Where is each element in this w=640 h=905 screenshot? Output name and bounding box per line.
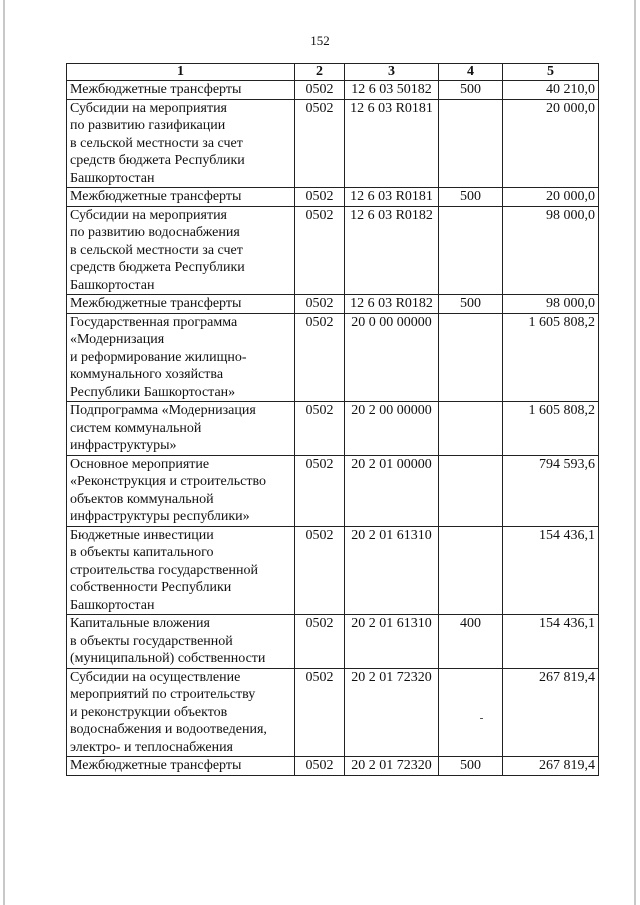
row-amount-cell: 154 436,1 (503, 526, 599, 615)
row-name-cell: Субсидии на мероприятия по развитию газификации в сельской местности за счет средств бюджета Республики Башкортостан (67, 99, 295, 188)
column-header-type: 4 (439, 64, 503, 81)
row-amount-cell: 40 210,0 (503, 81, 599, 100)
row-type-cell (439, 313, 503, 402)
row-name-cell: Подпрограмма «Модернизация систем коммунальной инфраструктуры» (67, 402, 295, 456)
row-amount-cell: 98 000,0 (503, 206, 599, 295)
row-amount-cell: 267 819,4 (503, 757, 599, 776)
row-type-cell (439, 526, 503, 615)
row-type-cell (439, 99, 503, 188)
row-name-cell: Межбюджетные трансферты (67, 295, 295, 314)
row-amount-cell: 20 000,0 (503, 99, 599, 188)
table-header-row (67, 64, 599, 81)
row-type-cell: 500 (439, 295, 503, 314)
row-amount-cell: 1 605 808,2 (503, 313, 599, 402)
row-section-cell: 0502 (295, 99, 345, 188)
table-row (67, 668, 599, 757)
table-row (67, 455, 599, 526)
row-type-cell (439, 206, 503, 295)
table-row (67, 615, 599, 669)
row-code-cell: 20 2 01 72320 (345, 668, 439, 757)
row-name-cell: Основное мероприятие «Реконструкция и строительство объектов коммунальной инфраструктуры республики» (67, 455, 295, 526)
row-code-cell: 12 6 03 50182 (345, 81, 439, 100)
table-row (67, 188, 599, 207)
row-type-cell (439, 455, 503, 526)
row-code-cell: 20 2 01 00000 (345, 455, 439, 526)
row-code-cell: 12 6 03 R0181 (345, 188, 439, 207)
row-amount-cell: 267 819,4 (503, 668, 599, 757)
page-edge-left (3, 0, 5, 905)
table-row (67, 99, 599, 188)
row-name-cell: Бюджетные инвестиции в объекты капитального строительства государственной собственности Республики Башкортостан (67, 526, 295, 615)
row-name-cell: Субсидии на осуществление мероприятий по строительству и реконструкции объектов водоснабжения и водоотведения, электро- и теплоснабжения (67, 668, 295, 757)
table-row (67, 295, 599, 314)
page-edge-right (634, 0, 636, 905)
row-code-cell: 20 2 00 00000 (345, 402, 439, 456)
row-name-cell: Межбюджетные трансферты (67, 81, 295, 100)
row-name-cell: Капитальные вложения в объекты государственной (муниципальной) собственности (67, 615, 295, 669)
row-code-cell: 12 6 03 R0182 (345, 295, 439, 314)
scan-speck (480, 718, 483, 719)
row-name-cell: Межбюджетные трансферты (67, 757, 295, 776)
row-section-cell: 0502 (295, 81, 345, 100)
row-section-cell: 0502 (295, 295, 345, 314)
row-code-cell: 20 2 01 61310 (345, 526, 439, 615)
row-name-cell: Государственная программа «Модернизация и реформирование жилищно- коммунального хозяйства Республики Башкортостан» (67, 313, 295, 402)
row-section-cell: 0502 (295, 206, 345, 295)
row-code-cell: 20 2 01 72320 (345, 757, 439, 776)
row-amount-cell: 98 000,0 (503, 295, 599, 314)
row-amount-cell: 1 605 808,2 (503, 402, 599, 456)
row-amount-cell: 794 593,6 (503, 455, 599, 526)
budget-table (66, 63, 599, 776)
row-section-cell: 0502 (295, 615, 345, 669)
row-name-cell: Субсидии на мероприятия по развитию водоснабжения в сельской местности за счет средств бюджета Республики Башкортостан (67, 206, 295, 295)
table-row (67, 206, 599, 295)
row-section-cell: 0502 (295, 455, 345, 526)
row-section-cell: 0502 (295, 526, 345, 615)
row-section-cell: 0502 (295, 188, 345, 207)
column-header-code: 3 (345, 64, 439, 81)
row-type-cell: 500 (439, 188, 503, 207)
row-amount-cell: 20 000,0 (503, 188, 599, 207)
row-amount-cell: 154 436,1 (503, 615, 599, 669)
table-row (67, 81, 599, 100)
row-section-cell: 0502 (295, 313, 345, 402)
row-name-cell: Межбюджетные трансферты (67, 188, 295, 207)
row-type-cell: 400 (439, 615, 503, 669)
table-row (67, 402, 599, 456)
row-type-cell: 500 (439, 757, 503, 776)
row-section-cell: 0502 (295, 668, 345, 757)
row-code-cell: 12 6 03 R0181 (345, 99, 439, 188)
column-header-amount: 5 (503, 64, 599, 81)
table-row (67, 313, 599, 402)
row-section-cell: 0502 (295, 402, 345, 456)
row-type-cell (439, 402, 503, 456)
page-number: 152 (310, 33, 330, 48)
row-code-cell: 20 0 00 00000 (345, 313, 439, 402)
row-code-cell: 12 6 03 R0182 (345, 206, 439, 295)
table-row (67, 526, 599, 615)
row-section-cell: 0502 (295, 757, 345, 776)
column-header-name: 1 (67, 64, 295, 81)
table-row (67, 757, 599, 776)
row-type-cell (439, 668, 503, 757)
row-code-cell: 20 2 01 61310 (345, 615, 439, 669)
row-type-cell: 500 (439, 81, 503, 100)
table-body (67, 81, 599, 776)
column-header-section: 2 (295, 64, 345, 81)
